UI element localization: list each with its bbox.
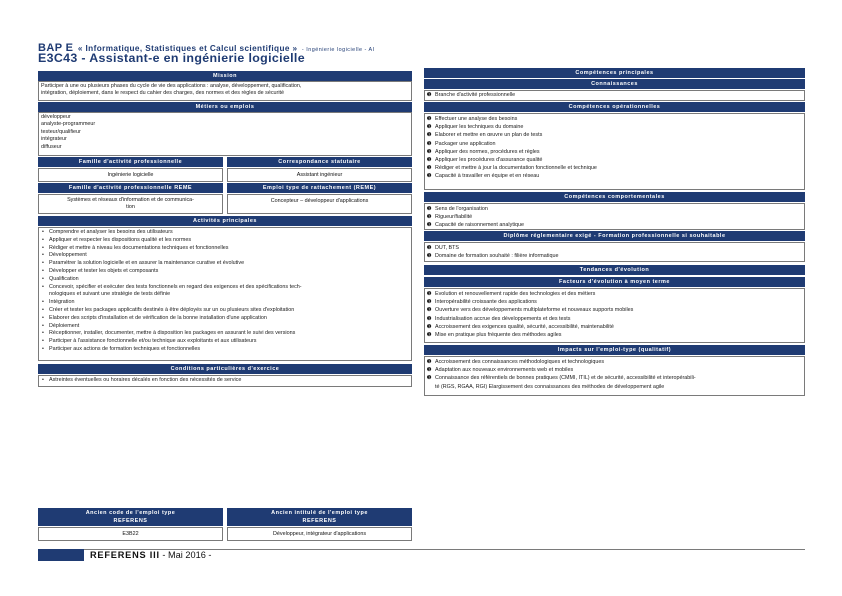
mission-line: Participer à une ou plusieurs phases du cycle de vie des applications : analyse, développement, qualification,	[41, 83, 302, 89]
activite-item: • Créer et tester les packages applicatifs destinés à être déployés sur un ou plusieurs sites d'exploitation	[41, 307, 409, 315]
activite-item: • Réceptionner, installer, documenter, mettre à disposition les packages en assurant le suivi des versions	[41, 330, 409, 338]
circle-bullet-icon: ➊	[427, 253, 432, 260]
ancien-intitule-value: Développeur, intégrateur d'applications	[227, 527, 412, 541]
activite-item: • Comprendre et analyser les besoins des utilisateurs	[41, 229, 409, 237]
emploi-reme-header: Emploi type de rattachement (REME)	[227, 183, 412, 193]
ancien-code-value: E3B22	[38, 527, 223, 541]
diplome-box	[424, 242, 805, 262]
impact-item: Connaissance des référentiels de bonnes pratiques (CMMI, ITIL) et de sécurité, accessibilité et interopérabili-	[435, 375, 696, 382]
mission-box	[38, 81, 412, 101]
famille-value: Ingénierie logicielle	[38, 168, 223, 182]
statut-value: Assistant ingénieur	[227, 168, 412, 182]
bap-code: BAP E	[38, 42, 74, 54]
activite-item: • Appliquer et respecter les dispositions qualité et les normes	[41, 237, 409, 245]
activite-item: • Qualification	[41, 276, 409, 284]
activite-item: • Développer et tester les objets et composants	[41, 268, 409, 276]
diplome-item: DUT, BTS	[435, 245, 459, 251]
comportementale-item: Rigueur/fiabilité	[435, 214, 473, 221]
activite-item: • Elaborer des scripts d'installation et de vérification de la bonne installation d'une application	[41, 315, 409, 323]
activite-continuation: nologiques et suivant une stratégie de tests définie	[49, 291, 171, 298]
impact-continuation: té (RGS, RGAA, RGI) Elargissement des connaissances des méthodes de développement agile	[435, 383, 665, 390]
ancien-intitule-header-line: Ancien intitulé de l'emploi type	[271, 510, 368, 516]
activite-item: • Développement	[41, 252, 409, 260]
impacts-box	[424, 356, 805, 396]
activite-item: • Intégration	[41, 299, 409, 307]
diplome-item: Domaine de formation souhaité : filière informatique	[435, 253, 559, 260]
circle-bullet-icon: ➊	[427, 307, 432, 314]
bap-subtitle: - Ingénierie logicielle - AI	[301, 47, 375, 53]
circle-bullet-icon: ➊	[427, 148, 432, 155]
operationnelle-item: Rédiger et mettre à jour la documentation fonctionnelle et technique	[435, 165, 597, 172]
connaissances-title: Connaissances	[424, 79, 805, 89]
operationnelle-item: Packager une application	[435, 140, 496, 147]
footer	[90, 550, 211, 560]
circle-bullet-icon: ➊	[427, 132, 432, 139]
activites-title: Activités principales	[38, 216, 412, 226]
ancien-code-header	[38, 508, 223, 526]
circle-bullet-icon: ➊	[427, 315, 432, 322]
impact-item: Adaptation aux nouveaux environnements web et mobiles	[435, 367, 574, 374]
circle-bullet-icon: ➊	[427, 116, 432, 122]
condition-item: • Astreintes éventuelles ou horaires décalés en fonction des nécessités de service	[41, 377, 409, 384]
metiers-box	[38, 112, 412, 156]
conditions-title: Conditions particulières d'exercice	[38, 364, 412, 374]
facteur-item: Ouverture vers des développements multiplateforme et nouveaux supports mobiles	[435, 307, 634, 314]
circle-bullet-icon: ➊	[427, 173, 432, 180]
conditions-box	[38, 375, 412, 387]
facteur-item: Evolution et renouvellement rapide des technologies et des métiers	[435, 291, 596, 297]
connaissance-item: Branche d'activité professionnelle	[435, 92, 516, 98]
operationnelle-item: Elaborer et mettre en œuvre un plan de tests	[435, 132, 543, 139]
facteur-item: Accroissement des exigences qualité, sécurité, accessibilité, maintenabilité	[435, 323, 614, 330]
circle-bullet-icon: ➊	[427, 165, 432, 172]
activite-item: • Rédiger et mettre à niveau les documentations techniques et fonctionnelles	[41, 245, 409, 253]
operationnelles-box	[424, 113, 805, 190]
activite-item: • Déploiement	[41, 323, 409, 331]
connaissances-box	[424, 90, 805, 101]
activite-item: • Participer aux actions de formation techniques et fonctionnelles	[41, 346, 409, 354]
circle-bullet-icon: ➊	[427, 214, 432, 221]
activites-box	[38, 227, 412, 361]
circle-bullet-icon: ➊	[427, 124, 432, 131]
circle-bullet-icon: ➊	[427, 291, 432, 297]
mission-title: Mission	[38, 71, 412, 81]
operationnelle-item: Effectuer une analyse des besoins	[435, 116, 518, 122]
circle-bullet-icon: ➊	[427, 367, 432, 374]
tendances-title: Tendances d'évolution	[424, 265, 805, 275]
circle-bullet-icon: ➊	[427, 375, 432, 382]
metiers-title: Métiers ou emplois	[38, 102, 412, 112]
metier-item: intégrateur	[41, 136, 67, 143]
bap-title: « Informatique, Statistiques et Calcul scientifique »	[77, 44, 298, 53]
footer-accent-block	[38, 549, 84, 561]
famille-reme-header: Famille d'activité professionnelle REME	[38, 183, 223, 193]
famille-reme-line: tion	[126, 204, 135, 210]
facteurs-title: Facteurs d'évolution à moyen terme	[424, 277, 805, 287]
diplome-title: Diplôme réglementaire exigé - Formation professionnelle si souhaitable	[424, 231, 805, 241]
circle-bullet-icon: ➊	[427, 359, 432, 365]
ancien-code-header-line: REFERENS	[113, 518, 148, 524]
statut-header: Correspondance statutaire	[227, 157, 412, 167]
mission-line: intégration, déploiement, dans le respect du cahier des charges, des normes et des règles de sécurité	[41, 90, 285, 97]
circle-bullet-icon: ➊	[427, 206, 432, 212]
operationnelle-item: Capacité à travailler en équipe et en réseau	[435, 173, 540, 180]
operationnelle-item: Appliquer des normes, procédures et règles	[435, 148, 540, 155]
comportementale-item: Sens de l'organisation	[435, 206, 488, 212]
facteur-item: Interopérabilité croissante des applications	[435, 299, 537, 306]
page-title: E3C43 - Assistant-e en ingénierie logicielle	[38, 51, 305, 65]
competences-title: Compétences principales	[424, 68, 805, 78]
famille-reme-value	[38, 194, 223, 214]
famille-header: Famille d'activité professionnelle	[38, 157, 223, 167]
circle-bullet-icon: ➊	[427, 140, 432, 147]
emploi-reme-value: Concepteur – développeur d'applications	[227, 194, 412, 214]
metier-item: analyste-programmeur	[41, 121, 96, 128]
ancien-code-header-line: Ancien code de l'emploi type	[85, 510, 176, 516]
operationnelle-item: Appliquer les techniques du domaine	[435, 124, 524, 131]
operationnelle-item: Appliquer les procédures d'assurance qualité	[435, 157, 543, 164]
activite-item: • Paramétrer la solution logicielle et en assurer la maintenance curative et évolutive	[41, 260, 409, 268]
circle-bullet-icon: ➊	[427, 222, 432, 229]
circle-bullet-icon: ➊	[427, 299, 432, 306]
circle-bullet-icon: ➊	[427, 332, 432, 339]
operationnelles-title: Compétences opérationnelles	[424, 102, 805, 112]
facteur-item: Mise en pratique plus fréquente des méthodes agiles	[435, 332, 562, 339]
comportementales-box	[424, 203, 805, 230]
circle-bullet-icon: ➊	[427, 92, 432, 98]
circle-bullet-icon: ➊	[427, 157, 432, 164]
activite-item: • Concevoir, spécifier et exécuter des tests fonctionnels en regard des exigences et des spécifications tech-	[41, 284, 409, 292]
metier-item: diffuseur	[41, 143, 62, 150]
footer-brand: REFERENS III	[90, 550, 160, 560]
impact-item: Accroissement des connaissances méthodologiques et technologiques	[435, 359, 605, 365]
metier-item: développeur	[41, 114, 71, 120]
circle-bullet-icon: ➊	[427, 245, 432, 251]
ancien-intitule-header-line: REFERENS	[302, 518, 337, 524]
ancien-intitule-header	[227, 508, 412, 526]
circle-bullet-icon: ➊	[427, 323, 432, 330]
footer-date: - Mai 2016 -	[159, 550, 212, 560]
activite-item: • Participer à l'assistance fonctionnelle et/ou technique aux exploitants et aux utilisateurs	[41, 338, 409, 346]
famille-reme-line: Systèmes et réseaux d'information et de communica-	[67, 197, 194, 203]
comportementale-item: Capacité de raisonnement analytique	[435, 222, 525, 229]
impacts-title: Impacts sur l'emploi-type (qualitatif)	[424, 345, 805, 355]
comportementales-title: Compétences comportementales	[424, 192, 805, 202]
facteur-item: Industrialisation accrue des développements et des tests	[435, 315, 571, 322]
facteurs-box	[424, 288, 805, 343]
metier-item: testeur/qualifieur	[41, 128, 81, 135]
